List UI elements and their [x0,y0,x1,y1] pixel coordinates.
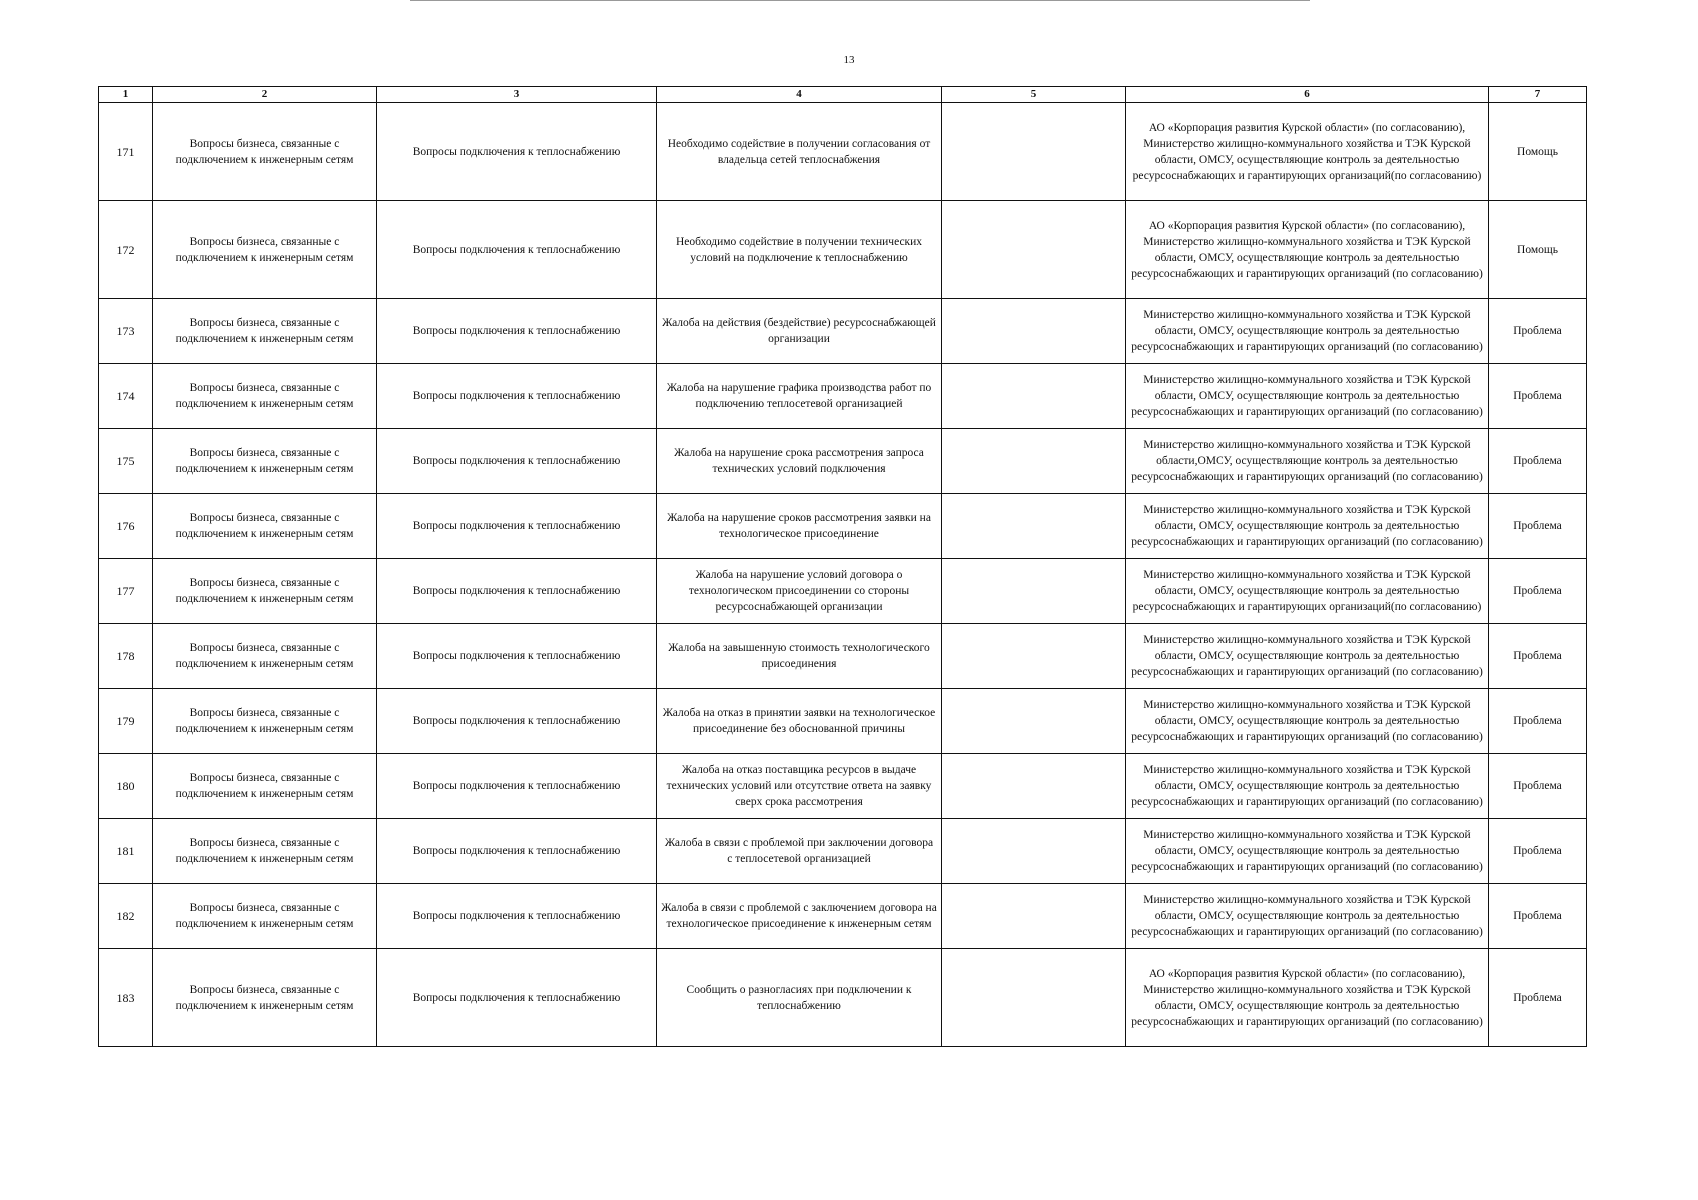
cell-description: Жалоба на действия (бездействие) ресурсоснабжающей организации [657,299,942,364]
table-row [99,364,1587,429]
cell-subcategory: Вопросы подключения к теплоснабжению [377,754,657,819]
table-row [99,299,1587,364]
cell-category: Вопросы бизнеса, связанные с подключением к инженерным сетям [153,494,377,559]
cell-description: Жалоба на завышенную стоимость технологического присоединения [657,624,942,689]
cell-empty [942,559,1126,624]
cell-responsible: Министерство жилищно-коммунального хозяйства и ТЭК Курской области, ОМСУ, осуществляющие контроль за деятельностью ресурсоснабжающих и гарантирующих организаций (по согласованию) [1126,689,1489,754]
table-row [99,201,1587,299]
row-number: 182 [99,884,153,949]
cell-type: Проблема [1489,949,1587,1047]
cell-category: Вопросы бизнеса, связанные с подключением к инженерным сетям [153,429,377,494]
header-col-5: 5 [942,87,1126,103]
cell-responsible: Министерство жилищно-коммунального хозяйства и ТЭК Курской области, ОМСУ, осуществляющие контроль за деятельностью ресурсоснабжающих и гарантирующих организаций (по согласованию) [1126,884,1489,949]
cell-category: Вопросы бизнеса, связанные с подключением к инженерным сетям [153,559,377,624]
cell-description: Жалоба на отказ в принятии заявки на технологическое присоединение без обоснованной причины [657,689,942,754]
row-number: 178 [99,624,153,689]
table-body [99,103,1587,1047]
cell-responsible: Министерство жилищно-коммунального хозяйства и ТЭК Курской области,ОМСУ, осуществляющие контроль за деятельностью ресурсоснабжающих и гарантирующих организаций (по согласованию) [1126,429,1489,494]
cell-category: Вопросы бизнеса, связанные с подключением к инженерным сетям [153,884,377,949]
cell-responsible: АО «Корпорация развития Курской области» (по согласованию), Министерство жилищно-коммунального хозяйства и ТЭК Курской области, ОМСУ, осуществляющие контроль за деятельностью ресурсоснабжающих и гарантирующих организаций (по согласованию) [1126,201,1489,299]
cell-type: Проблема [1489,559,1587,624]
cell-responsible: Министерство жилищно-коммунального хозяйства и ТЭК Курской области, ОМСУ, осуществляющие контроль за деятельностью ресурсоснабжающих и гарантирующих организаций (по согласованию) [1126,819,1489,884]
cell-empty [942,201,1126,299]
cell-description: Жалоба на нарушение условий договора о технологическом присоединении со стороны ресурсоснабжающей организации [657,559,942,624]
cell-type: Проблема [1489,429,1587,494]
row-number: 180 [99,754,153,819]
cell-responsible: Министерство жилищно-коммунального хозяйства и ТЭК Курской области, ОМСУ, осуществляющие контроль за деятельностью ресурсоснабжающих и гарантирующих организаций (по согласованию) [1126,299,1489,364]
cell-type: Помощь [1489,103,1587,201]
cell-description: Жалоба на нарушение графика производства работ по подключению теплосетевой организацией [657,364,942,429]
header-col-3: 3 [377,87,657,103]
cell-subcategory: Вопросы подключения к теплоснабжению [377,559,657,624]
cell-empty [942,689,1126,754]
cell-description: Жалоба на нарушение сроков рассмотрения заявки на технологическое присоединение [657,494,942,559]
cell-subcategory: Вопросы подключения к теплоснабжению [377,299,657,364]
cell-description: Необходимо содействие в получении технических условий на подключение к теплоснабжению [657,201,942,299]
cell-category: Вопросы бизнеса, связанные с подключением к инженерным сетям [153,754,377,819]
header-col-4: 4 [657,87,942,103]
cell-description: Необходимо содействие в получении согласования от владельца сетей теплоснабжения [657,103,942,201]
cell-description: Сообщить о разногласиях при подключении к теплоснабжению [657,949,942,1047]
cell-type: Проблема [1489,689,1587,754]
cell-category: Вопросы бизнеса, связанные с подключением к инженерным сетям [153,689,377,754]
cell-empty [942,884,1126,949]
cell-responsible: Министерство жилищно-коммунального хозяйства и ТЭК Курской области, ОМСУ, осуществляющие контроль за деятельностью ресурсоснабжающих и гарантирующих организаций (по согласованию) [1126,754,1489,819]
header-col-1: 1 [99,87,153,103]
cell-empty [942,624,1126,689]
cell-subcategory: Вопросы подключения к теплоснабжению [377,689,657,754]
table-row [99,884,1587,949]
top-rule [410,0,1310,1]
header-row [99,87,1587,103]
table-header [99,87,1587,103]
cell-type: Помощь [1489,201,1587,299]
cell-responsible: Министерство жилищно-коммунального хозяйства и ТЭК Курской области, ОМСУ, осуществляющие контроль за деятельностью ресурсоснабжающих и гарантирующих организаций (по согласованию) [1126,624,1489,689]
cell-empty [942,429,1126,494]
row-number: 179 [99,689,153,754]
row-number: 173 [99,299,153,364]
cell-subcategory: Вопросы подключения к теплоснабжению [377,819,657,884]
cell-type: Проблема [1489,299,1587,364]
cell-empty [942,103,1126,201]
cell-subcategory: Вопросы подключения к теплоснабжению [377,103,657,201]
cell-description: Жалоба в связи с проблемой с заключением договора на технологическое присоединение к инженерным сетям [657,884,942,949]
cell-category: Вопросы бизнеса, связанные с подключением к инженерным сетям [153,103,377,201]
row-number: 181 [99,819,153,884]
table-row [99,819,1587,884]
row-number: 177 [99,559,153,624]
cell-responsible: АО «Корпорация развития Курской области» (по согласованию), Министерство жилищно-коммунального хозяйства и ТЭК Курской области, ОМСУ, осуществляющие контроль за деятельностью ресурсоснабжающих и гарантирующих организаций(по согласованию) [1126,103,1489,201]
cell-category: Вопросы бизнеса, связанные с подключением к инженерным сетям [153,624,377,689]
cell-category: Вопросы бизнеса, связанные с подключением к инженерным сетям [153,949,377,1047]
cell-category: Вопросы бизнеса, связанные с подключением к инженерным сетям [153,364,377,429]
header-col-2: 2 [153,87,377,103]
row-number: 174 [99,364,153,429]
cell-empty [942,754,1126,819]
cell-description: Жалоба на отказ поставщика ресурсов в выдаче технических условий или отсутствие ответа на заявку сверх срока рассмотрения [657,754,942,819]
cell-subcategory: Вопросы подключения к теплоснабжению [377,494,657,559]
table-row [99,689,1587,754]
table-row [99,559,1587,624]
cell-empty [942,819,1126,884]
table-row [99,949,1587,1047]
cell-responsible: АО «Корпорация развития Курской области» (по согласованию), Министерство жилищно-коммунального хозяйства и ТЭК Курской области, ОМСУ, осуществляющие контроль за деятельностью ресурсоснабжающих и гарантирующих организаций (по согласованию) [1126,949,1489,1047]
cell-responsible: Министерство жилищно-коммунального хозяйства и ТЭК Курской области, ОМСУ, осуществляющие контроль за деятельностью ресурсоснабжающих и гарантирующих организаций (по согласованию) [1126,494,1489,559]
cell-type: Проблема [1489,624,1587,689]
table-row [99,754,1587,819]
cell-subcategory: Вопросы подключения к теплоснабжению [377,364,657,429]
cell-type: Проблема [1489,884,1587,949]
cell-category: Вопросы бизнеса, связанные с подключением к инженерным сетям [153,299,377,364]
cell-responsible: Министерство жилищно-коммунального хозяйства и ТЭК Курской области, ОМСУ, осуществляющие контроль за деятельностью ресурсоснабжающих и гарантирующих организаций(по согласованию) [1126,559,1489,624]
cell-description: Жалоба в связи с проблемой при заключении договора с теплосетевой организацией [657,819,942,884]
header-col-7: 7 [1489,87,1587,103]
cell-subcategory: Вопросы подключения к теплоснабжению [377,949,657,1047]
row-number: 176 [99,494,153,559]
cell-empty [942,494,1126,559]
document-table [98,86,1587,1047]
cell-category: Вопросы бизнеса, связанные с подключением к инженерным сетям [153,819,377,884]
cell-type: Проблема [1489,494,1587,559]
table-row [99,429,1587,494]
page-number: 13 [843,54,855,66]
cell-responsible: Министерство жилищно-коммунального хозяйства и ТЭК Курской области, ОМСУ, осуществляющие контроль за деятельностью ресурсоснабжающих и гарантирующих организаций (по согласованию) [1126,364,1489,429]
row-number: 175 [99,429,153,494]
cell-empty [942,299,1126,364]
cell-subcategory: Вопросы подключения к теплоснабжению [377,884,657,949]
cell-description: Жалоба на нарушение срока рассмотрения запроса технических условий подключения [657,429,942,494]
header-col-6: 6 [1126,87,1489,103]
cell-category: Вопросы бизнеса, связанные с подключением к инженерным сетям [153,201,377,299]
cell-subcategory: Вопросы подключения к теплоснабжению [377,201,657,299]
table-row [99,494,1587,559]
cell-empty [942,364,1126,429]
row-number: 171 [99,103,153,201]
cell-subcategory: Вопросы подключения к теплоснабжению [377,429,657,494]
cell-type: Проблема [1489,754,1587,819]
cell-type: Проблема [1489,819,1587,884]
table-row [99,624,1587,689]
cell-empty [942,949,1126,1047]
row-number: 172 [99,201,153,299]
cell-subcategory: Вопросы подключения к теплоснабжению [377,624,657,689]
table-row [99,103,1587,201]
row-number: 183 [99,949,153,1047]
cell-type: Проблема [1489,364,1587,429]
